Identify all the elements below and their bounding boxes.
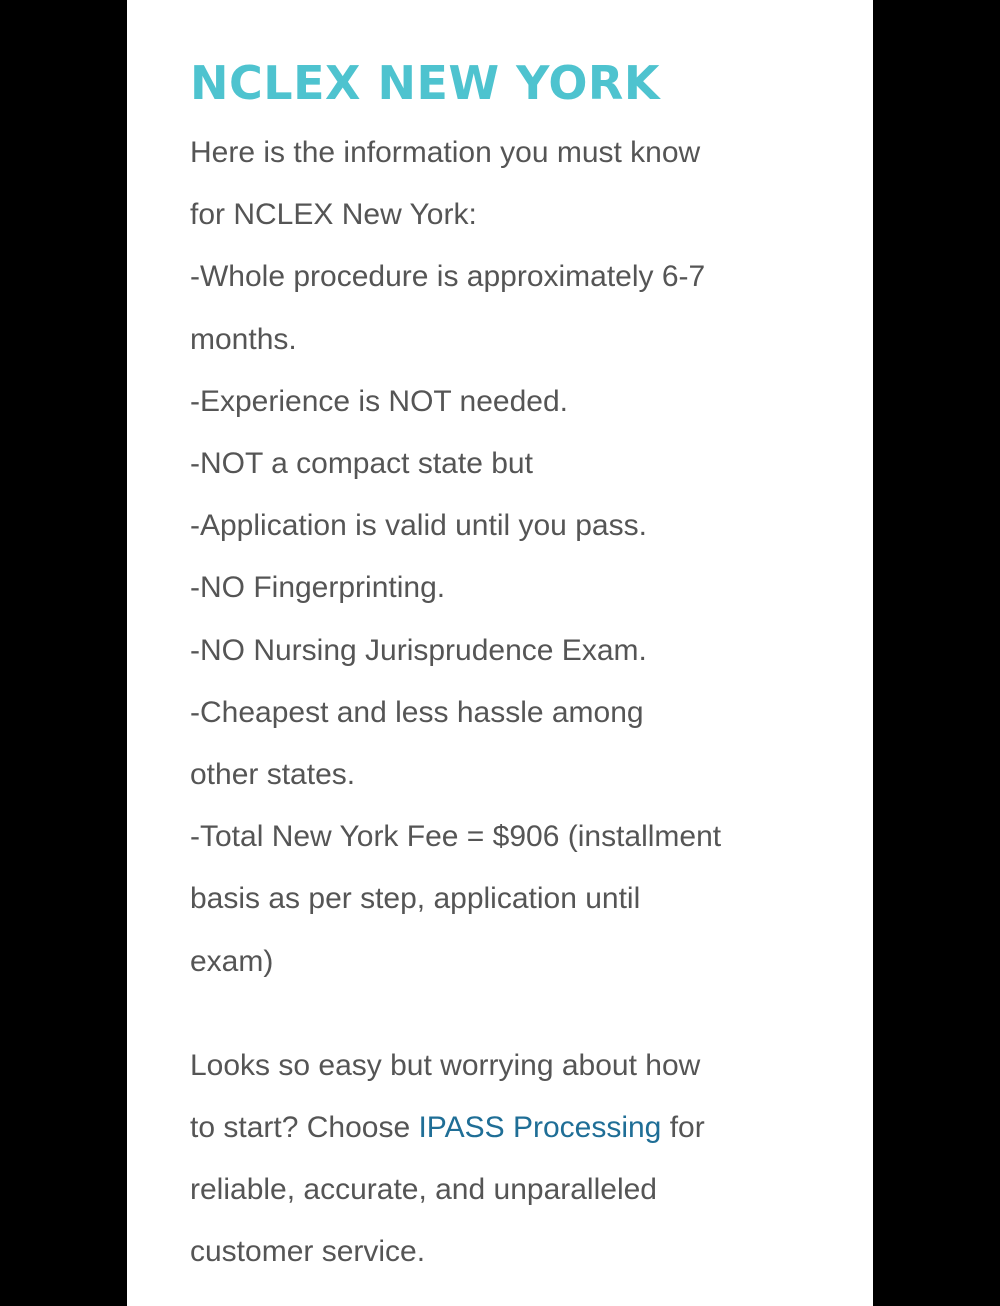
closing-line-with-link (190, 1097, 850, 1159)
info-line: -Experience is NOT needed. (190, 384, 568, 418)
closing-line: Looks so easy but worrying about how (190, 1048, 701, 1082)
info-line: -NO Fingerprinting. (190, 571, 446, 605)
info-line: for NCLEX New York: (190, 198, 477, 232)
page-title: NCLEX NEW YORK (190, 56, 660, 110)
ipass-processing-link[interactable]: IPASS Processing (418, 1111, 662, 1145)
closing-paragraph (190, 1035, 850, 1284)
info-paragraph (190, 122, 850, 993)
info-line: -Cheapest and less hassle among (190, 695, 644, 729)
info-line: -Whole procedure is approximately 6-7 (190, 260, 706, 294)
closing-line: reliable, accurate, and unparalleled (190, 1173, 657, 1207)
info-line: -Total New York Fee = $906 (installment (190, 820, 722, 854)
paragraph-gap (190, 993, 850, 1035)
info-line: -NO Nursing Jurisprudence Exam. (190, 633, 647, 667)
closing-line: customer service. (190, 1235, 426, 1269)
info-line: -NOT a compact state but (190, 447, 533, 481)
article-content (190, 52, 850, 1284)
info-line: other states. (190, 758, 356, 792)
info-line: Here is the information you must know (190, 136, 701, 169)
info-line: -Application is valid until you pass. (190, 509, 647, 543)
info-line: months. (190, 322, 297, 356)
closing-text: to start? Choose (190, 1111, 419, 1145)
info-line: exam) (190, 944, 274, 978)
article-page (127, 0, 873, 1306)
info-line: basis as per step, application until (190, 882, 641, 916)
closing-text: for (661, 1111, 705, 1145)
